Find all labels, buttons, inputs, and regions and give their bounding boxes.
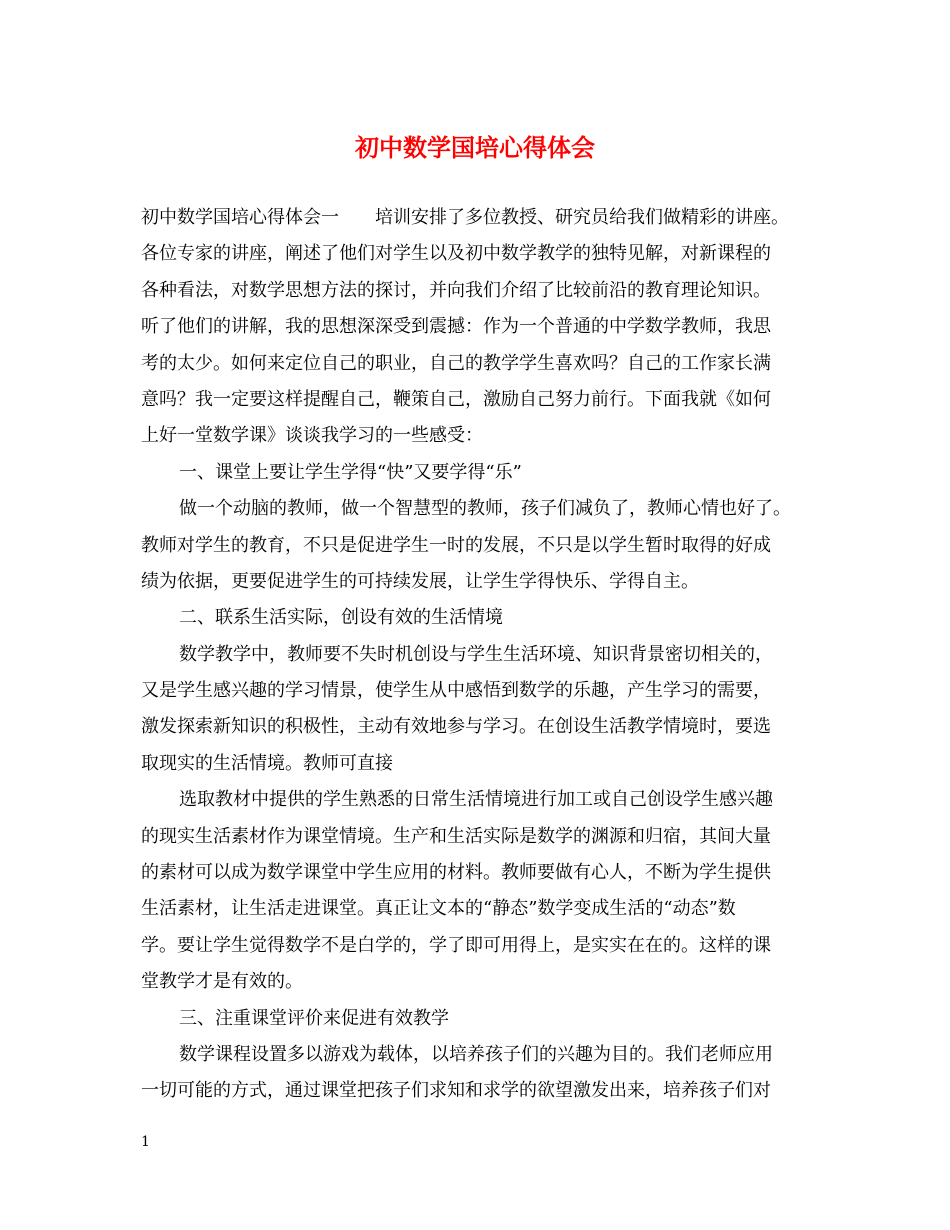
text-line: 选取教材中提供的学生熟悉的日常生活情境进行加工或自己创设学生感兴趣 xyxy=(179,789,773,811)
text-line: 一、课堂上要让学生学得“快”又要学得“乐” xyxy=(179,461,522,483)
page-number: 1 xyxy=(141,1134,150,1150)
document-body xyxy=(141,200,831,1110)
text-line: 激发探索新知识的积极性，主动有效地参与学习。在创设生活教学情境时，要选 xyxy=(141,716,771,738)
text-line: 二、联系生活实际，创设有效的生活情境 xyxy=(179,607,503,629)
document-title: 初中数学国培心得体会 xyxy=(355,133,595,162)
text-line: 生活素材，让生活走进课堂。真正让文本的“静态”数学变成生活的“动态”数 xyxy=(141,898,736,920)
text-line: 做一个动脑的教师，做一个智慧型的教师，孩子们减负了，教师心情也好了。 xyxy=(179,498,791,520)
text-line: 教师对学生的教育，不只是促进学生一时的发展，不只是以学生暂时取得的好成 xyxy=(141,534,771,556)
text-line: 一切可能的方式，通过课堂把孩子们求知和求学的欲望激发出来，培养孩子们对 xyxy=(141,1080,771,1102)
text-line: 各位专家的讲座，阐述了他们对学生以及初中数学教学的独特见解，对新课程的 xyxy=(141,243,771,265)
text-line: 考的太少。如何来定位自己的职业，自己的教学学生喜欢吗？自己的工作家长满 xyxy=(141,352,771,374)
text-line: 听了他们的讲解，我的思想深深受到震撼：作为一个普通的中学数学教师，我思 xyxy=(141,316,771,338)
text-line: 学。要让学生觉得数学不是白学的，学了即可用得上，是实实在在的。这样的课 xyxy=(141,934,771,956)
text-line: 取现实的生活情境。教师可直接 xyxy=(141,752,393,774)
text-line: 又是学生感兴趣的学习情景，使学生从中感悟到数学的乐趣，产生学习的需要， xyxy=(141,680,771,702)
text-line: 三、注重课堂评价来促进有效教学 xyxy=(179,1007,449,1029)
text-line: 绩为依据，更要促进学生的可持续发展，让学生学得快乐、学得自主。 xyxy=(141,570,699,592)
text-line: 堂教学才是有效的。 xyxy=(141,971,303,993)
text-line: 各种看法，对数学思想方法的探讨，并向我们介绍了比较前沿的教育理论知识。 xyxy=(141,279,771,301)
text-line: 上好一堂数学课》谈谈我学习的一些感受： xyxy=(141,425,483,447)
text-line: 的现实生活素材作为课堂情境。生产和生活实际是数学的渊源和归宿，其间大量 xyxy=(141,825,771,847)
text-line: 数学课程设置多以游戏为载体，以培养孩子们的兴趣为目的。我们老师应用 xyxy=(179,1043,773,1065)
text-line: 意吗？我一定要这样提醒自己，鞭策自己，激励自己努力前行。下面我就《如何 xyxy=(141,388,771,410)
text-line: 的素材可以成为数学课堂中学生应用的材料。教师要做有心人，不断为学生提供 xyxy=(141,862,771,884)
text-line: 初中数学国培心得体会一 培训安排了多位教授、研究员给我们做精彩的讲座。 xyxy=(141,207,789,228)
text-line: 数学教学中，教师要不失时机创设与学生生活环境、知识背景密切相关的， xyxy=(179,643,773,665)
